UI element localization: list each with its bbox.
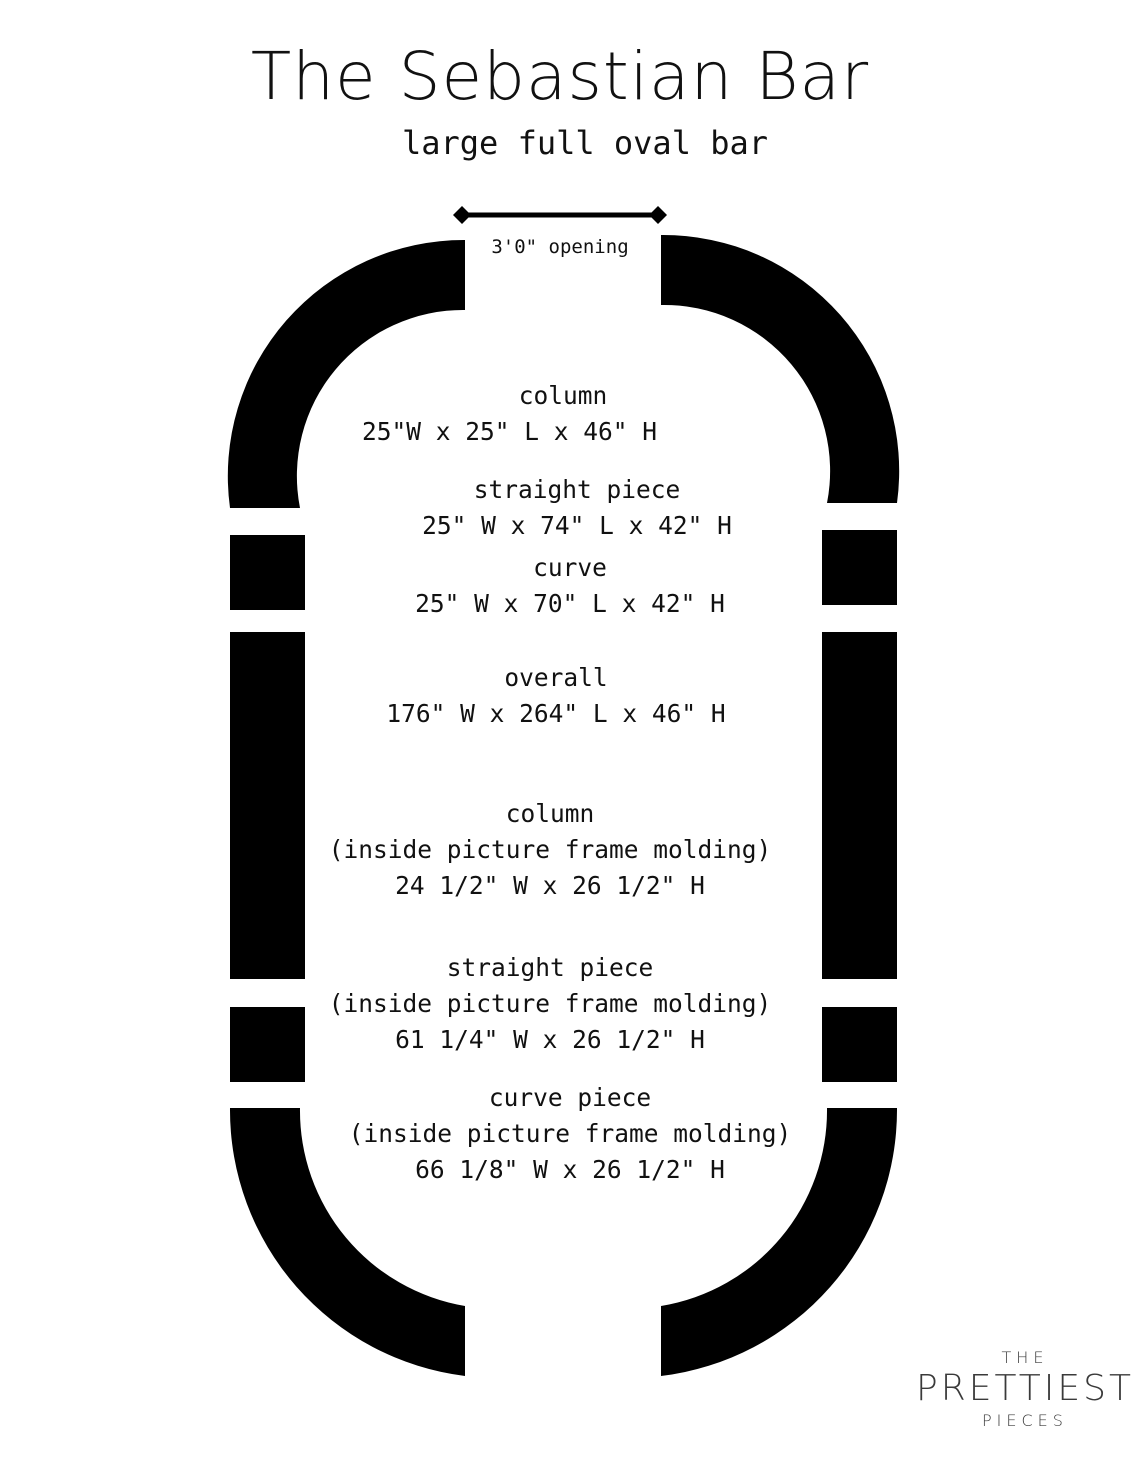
spec-line: 24 1/2" W x 26 1/2" H — [395, 871, 705, 900]
opening-label: 3'0" opening — [491, 236, 629, 258]
logo-middle-text: PRETTIEST — [915, 1368, 1135, 1409]
spec-line: curve piece — [488, 1083, 652, 1112]
opening-left-marker — [453, 206, 471, 224]
spec-straight-piece-molding — [310, 950, 790, 1058]
brand-logo — [905, 1348, 1145, 1430]
spec-line: 61 1/4" W x 26 1/2" H — [395, 1025, 705, 1054]
spec-column-molding — [310, 796, 790, 904]
page-title: The Sebastian Bar — [250, 38, 870, 115]
spec-line: overall — [504, 663, 608, 692]
logo-bottom-text: PIECES — [982, 1411, 1068, 1430]
right-straight-piece — [822, 632, 897, 979]
top-right-curve-piece — [661, 235, 899, 503]
page-subtitle: large full oval bar — [401, 124, 769, 162]
spec-line: 25"W x 25" L x 46" H — [361, 417, 657, 446]
spec-line: straight piece — [473, 475, 681, 504]
spec-line: (inside picture frame molding) — [348, 1119, 792, 1148]
spec-column — [363, 378, 763, 450]
spec-line: curve — [533, 553, 607, 582]
left-column-lower — [230, 1007, 305, 1082]
spec-straight-piece — [377, 472, 777, 544]
right-column-upper — [822, 530, 897, 605]
spec-curve-piece-molding — [330, 1080, 810, 1188]
spec-line: 176" W x 264" L x 46" H — [386, 699, 726, 728]
opening-right-marker — [649, 206, 667, 224]
logo-top-text: THE — [1001, 1348, 1049, 1367]
spec-line: straight piece — [446, 953, 654, 982]
spec-line: 25" W x 70" L x 42" H — [415, 589, 725, 618]
left-column-upper — [230, 535, 305, 610]
spec-line: 25" W x 74" L x 42" H — [422, 511, 732, 540]
right-column-lower — [822, 1007, 897, 1082]
top-left-curve-piece — [228, 240, 465, 508]
spec-curve — [370, 550, 770, 622]
left-straight-piece — [230, 632, 305, 979]
spec-overall — [356, 660, 756, 732]
spec-line: (inside picture frame molding) — [328, 835, 772, 864]
spec-line: 66 1/8" W x 26 1/2" H — [415, 1155, 725, 1184]
spec-line: (inside picture frame molding) — [328, 989, 772, 1018]
spec-line: column — [505, 799, 595, 828]
spec-line: column — [518, 381, 608, 410]
